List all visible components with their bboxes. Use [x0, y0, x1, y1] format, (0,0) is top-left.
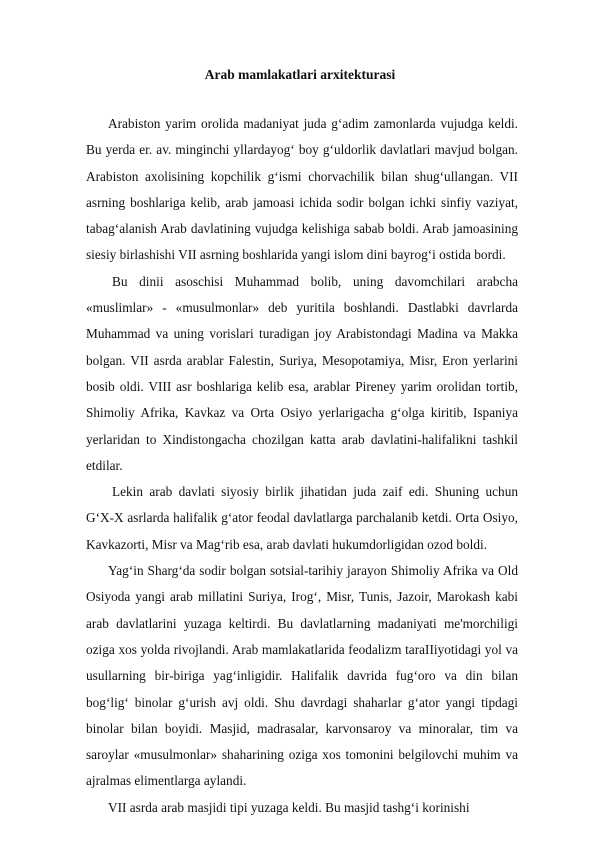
paragraph-5: VII asrda arab masjidi tipi yuzaga keldi. Bu masjid tashg‘i korinishi — [108, 799, 470, 815]
paragraph-4: Yag‘in Sharg‘da sodir bolgan sotsial-tarihiy jarayon Shimoliy Afrika va Old Osiyoda yangi arab millatini Suriya, Irog‘, Misr, Tunis, Jazoir, Marokash kabi arab davlatlarini yuzaga keltirdi. Bu davlatlarning madaniyati me'morchiligi oziga xos yolda rivojlandi. Arab mamlakatlarida feodalizm taraIIiyotidagi yol va usullarning bir-biriga yag‘inligidir. Halifalik davrida fug‘oro va din bilan bog‘lig‘ binolar g‘urish avj oldi. Shu davrdagi shaharlar g‘ator yangi tipdagi binolar bilan boyidi. Masjid, madrasalar, karvonsaroy va minoralar, tim va saroylar «musulmonlar» shaharining oziga xos tomonini belgilovchi muhim va ajralmas elimentlarga aylandi. — [86, 563, 518, 789]
paragraph-3: Lekin arab davlati siyosiy birlik jihatidan juda zaif edi. Shuning uchun G‘X-X asrlarda halifalik g‘ator feodal davlatlarga parchalanib ketdi. Orta Osiyo, Kavkazorti, Misr va Mag‘rib esa, arab davlati hukumdorligidan ozod boldi. — [86, 484, 518, 552]
document-title: Arab mamlakatlari arxitekturasi — [204, 67, 396, 82]
paragraph-1: Arabiston yarim orolida madaniyat juda g‘adim zamonlarda vujudga keldi. Bu yerda er. av. minginchi yllardayog‘ boy g‘uldorlik davlatlari mavjud bolgan. Arabiston axolisining kopchilik g‘ismi chorvachilik bilan shug‘ullangan. VII asrning boshlariga kelib, arab jamoasi ichida sodir bolgan ichki sinfiy vaziyat, tabag‘alanish Arab davlatining vujudga kelishiga sabab boldi. Arab jamoasining siesiy birlashishi VII asrning boshlarida yangi islom dini bayrog‘i ostida bordi. — [86, 116, 518, 263]
document-body — [86, 111, 518, 821]
paragraph-2: Bu dinii asoschisi Muhammad bolib, uning davomchilari arabcha «muslimlar» - «musulmonlar» deb yuritila boshlandi. Dastlabki davrlarda Muhammad va uning vorislari turadigan joy Arabistondagi Madina va Makka bolgan. VII asrda arablar Falestin, Suriya, Mesopotamiya, Misr, Eron yerlarini bosib oldi. VIII asr boshlariga kelib esa, arablar Pireney yarim orolidan tortib, Shimoliy Afrika, Kavkaz va Orta Osiyo yerlarigacha g‘olga kiritib, Ispaniya yerlaridan to Xindistongacha chozilgan katta arab davlatini-halifalikni tashkil etdilar. — [86, 273, 518, 473]
